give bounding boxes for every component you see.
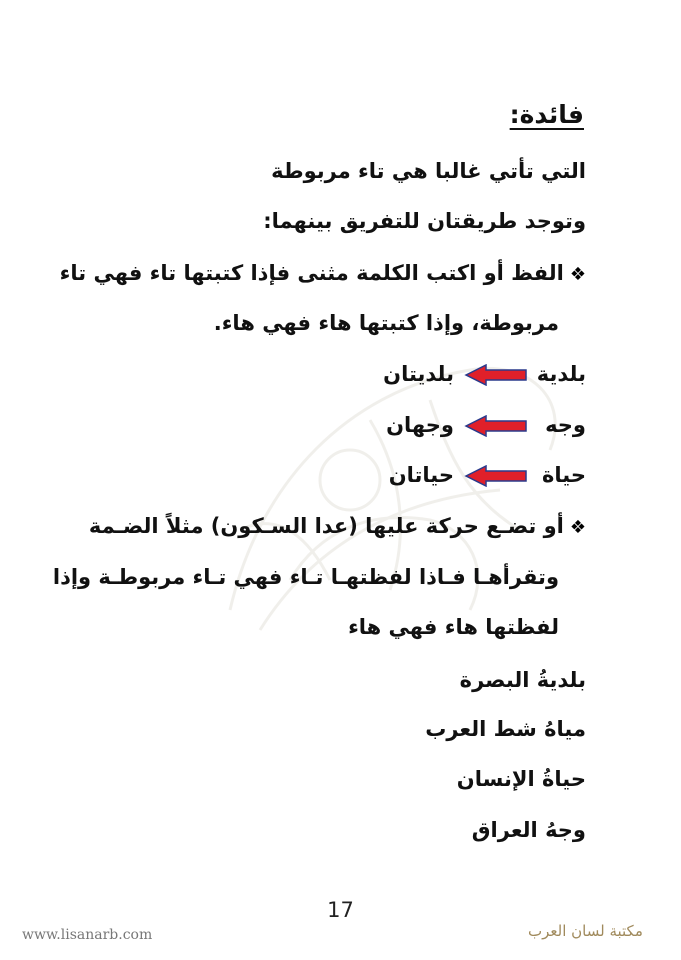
example-row — [226, 460, 586, 490]
method-2-text-1: أو تضـع حركة عليها (عدا السـكون) مثلاً الضـمة — [88, 514, 564, 538]
example2-line: بلديةُ البصرة — [459, 668, 586, 692]
library-logo: مكتبة لسان العرب — [528, 922, 643, 940]
example-dual: حياتان — [388, 463, 454, 487]
example-word: وجه — [545, 413, 586, 437]
method-2-line-1 — [88, 511, 586, 543]
method-1-line-1 — [59, 258, 586, 290]
method-1-line-2: مربوطة، وإذا كتبتها هاء فهي هاء. — [213, 311, 559, 335]
diamond-bullet-icon: ❖ — [569, 264, 586, 285]
left-arrow-icon — [464, 415, 528, 437]
example2-line: حياةُ الإنسان — [456, 767, 586, 791]
website-url: www.lisanarb.com — [22, 927, 153, 943]
method-1-text-1: الفظ أو اكتب الكلمة مثنى فإذا كتبتها تاء فهي تاء — [59, 261, 564, 285]
left-arrow-icon — [464, 364, 528, 386]
example-row — [226, 410, 586, 440]
example-dual: بلديتان — [383, 362, 454, 386]
example-dual: وجهان — [386, 413, 454, 437]
page-title: فائدة: — [509, 100, 584, 129]
left-arrow-icon — [464, 465, 528, 487]
diamond-bullet-icon: ❖ — [569, 517, 586, 538]
intro-line-2: وتوجد طريقتان للتفريق بينهما: — [263, 209, 586, 233]
page-number: 17 — [327, 898, 354, 922]
example-word: حياة — [542, 463, 586, 487]
example-word: بلدية — [536, 362, 586, 386]
example2-line: وجهُ العراق — [471, 818, 586, 842]
example2-line: مياهُ شط العرب — [425, 717, 586, 741]
method-2-line-3: لفظتها هاء فهي هاء — [348, 615, 559, 639]
method-2-line-2: وتقرأهـا فـاذا لفظتهـا تـاء فهي تـاء مربوطـة وإذا — [52, 565, 559, 589]
example-row — [226, 359, 586, 389]
intro-line-1: التي تأتي غالبا هي تاء مربوطة — [271, 159, 586, 183]
